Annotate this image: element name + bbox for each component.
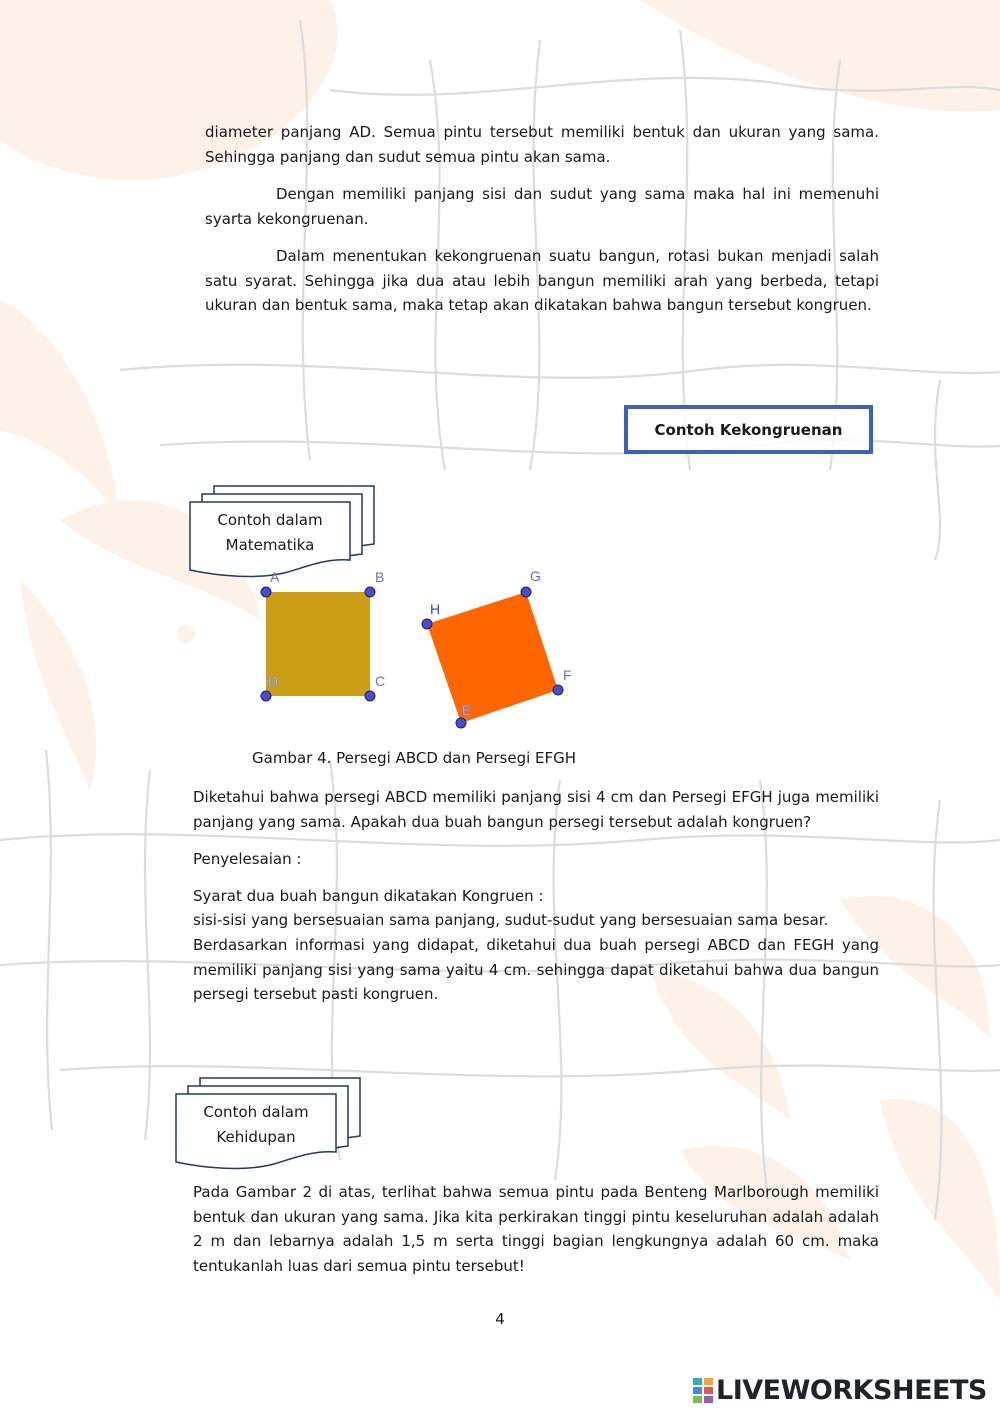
vertex-label-g: G: [530, 568, 541, 584]
callout-life-example: [174, 1076, 364, 1174]
point-a: [261, 587, 271, 597]
vertex-label-f: F: [563, 667, 572, 683]
vertex-label-h: H: [430, 601, 441, 617]
paragraph-door-description: diameter panjang AD. Semua pintu tersebut memiliki bentuk dan ukuran yang sama. Sehingga panjang dan sudut semua pintu akan sama.: [205, 123, 879, 166]
point-g: [521, 587, 531, 597]
congruent-squares-figure: [240, 560, 600, 740]
paragraph-congruence-condition: Dengan memiliki panjang sisi dan sudut yang sama maka hal ini memenuhi syarta kekongruenan.: [205, 185, 879, 228]
square-efgh: [427, 592, 558, 723]
callout-life-line2: Kehidupan: [216, 1127, 296, 1146]
solution-label: Penyelesaian :: [193, 850, 302, 868]
point-c: [365, 691, 375, 701]
vertex-label-c: C: [375, 673, 386, 689]
point-e: [456, 718, 466, 728]
point-f: [553, 685, 563, 695]
callout-life-line1: Contoh dalam: [203, 1103, 309, 1121]
section-title: Contoh Kekongruenan: [654, 420, 843, 439]
life-problem-text: Pada Gambar 2 di atas, terlihat bahwa semua pintu pada Benteng Marlborough memiliki bentuk dan ukuran yang sama. Jika kita perkirakan tinggi pintu keseluruhan adalah adalah 2 m dan lebarnya adalah 1,5 m serta tinggi bagian lengkungnya adalah 60 cm. maka tentukanlah luas dari semua pintu tersebut!: [193, 1183, 879, 1275]
figure-caption: Gambar 4. Persegi ABCD dan Persegi EFGH: [252, 749, 577, 767]
square-abcd: [266, 592, 370, 696]
callout-math-line2: Matematika: [225, 535, 315, 554]
condition-text: sisi-sisi yang bersesuaian sama panjang, sudut-sudut yang bersesuaian sama besar.: [193, 911, 829, 929]
vertex-label-b: B: [375, 569, 385, 585]
condition-title: Syarat dua buah bangun dikatakan Kongruen :: [193, 887, 544, 905]
page-number: 4: [495, 1310, 505, 1328]
callout-math-line1: Contoh dalam: [217, 511, 323, 529]
point-d: [261, 691, 271, 701]
problem-question: Diketahui bahwa persegi ABCD memiliki panjang sisi 4 cm dan Persegi EFGH juga memiliki panjang yang sama. Apakah dua buah bangun persegi tersebut adalah kongruen?: [193, 788, 879, 831]
vertex-label-d: D: [268, 673, 279, 689]
section-title-box: [624, 405, 873, 454]
answer-text: Berdasarkan informasi yang didapat, diketahui dua buah persegi ABCD dan FEGH yang memiliki panjang sisi yang sama yaitu 4 cm. sehingga dapat diketahui bahwa dua bangun persegi tersebut pasti kongruen.: [193, 936, 879, 1003]
paragraph-rotation-note: Dalam menentukan kekongruenan suatu bangun, rotasi bukan menjadi salah satu syarat. Sehingga jika dua atau lebih bangun memiliki arah yang berbeda, tetapi ukuran dan bentuk sama, maka tetap akan dikatakan bahwa bangun tersebut kongruen.: [205, 247, 879, 314]
liveworksheets-logo[interactable]: [692, 1372, 987, 1408]
brand-name: LIVEWORKSHEETS: [716, 1374, 987, 1406]
point-b: [365, 587, 375, 597]
vertex-label-e: E: [462, 702, 472, 718]
liveworksheets-logo-icon: [692, 1376, 714, 1404]
vertex-label-a: A: [270, 569, 280, 585]
point-h: [422, 619, 432, 629]
